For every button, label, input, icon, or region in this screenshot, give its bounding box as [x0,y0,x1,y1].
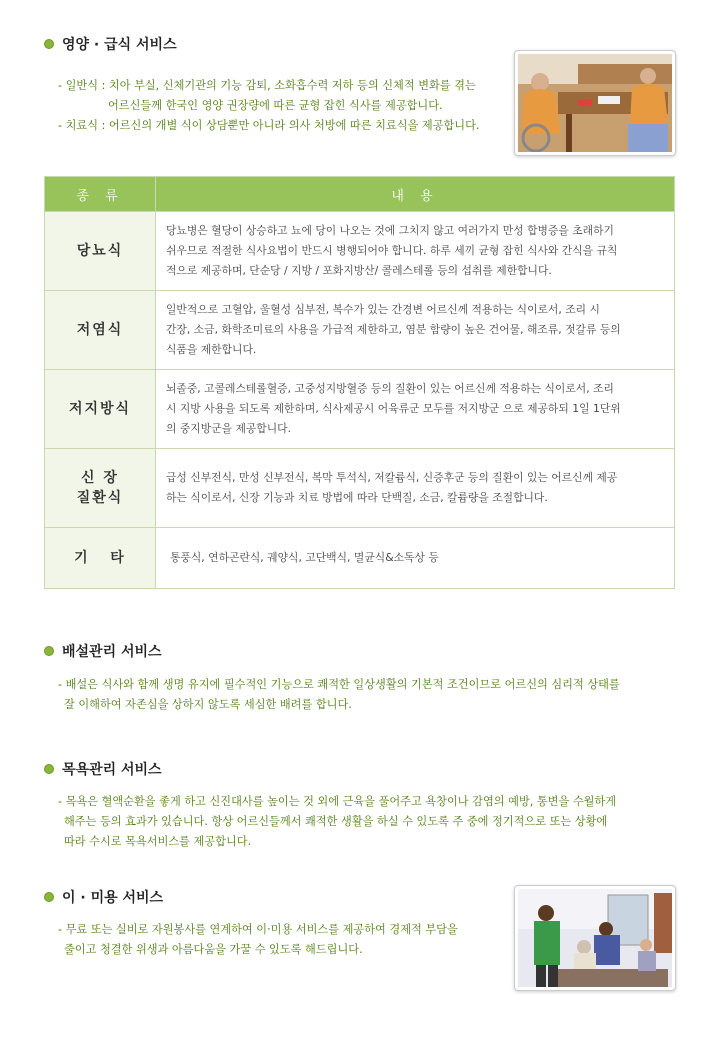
excretion-line: - 배설은 식사와 함께 생명 유지에 필수적인 기능으로 쾌적한 일상생활의 기본적 조건이므로 어르신의 심리적 상태를 [58,678,620,691]
type-line: 신 장 [81,470,119,486]
nutrition-line: - 치료식 : 어르신의 개별 식이 상담뿐만 아니라 의사 처방에 따른 치료식을 제공합니다. [58,119,480,132]
table-header-row [45,177,675,212]
type-cell: 저지방식 [45,370,156,449]
content-line: 급성 신부전식, 만성 신부전식, 복막 투석식, 저칼륨식, 신증후군 등의 질환이 있는 어르신께 제공 [166,471,618,484]
bullet-icon [44,892,54,902]
table-row [45,291,675,370]
nutrition-line: 어르신들께 한국인 영양 권장량에 따른 균형 잡힌 식사를 제공합니다. [108,99,443,112]
content-line: 일반적으로 고혈압, 울혈성 심부전, 복수가 있는 간경변 어르신께 적용하는 식이로서, 조리 시 [166,303,600,316]
bullet-icon [44,764,54,774]
table-row [45,528,675,589]
content-line: 적으로 제공하며, 단순당 / 지방 / 포화지방산/ 콜레스테롤 등의 섭취를 제한합니다. [166,264,552,277]
bullet-icon [44,646,54,656]
content-line: 식품을 제한합니다. [166,343,257,356]
bullet-icon [44,39,54,49]
type-cell: 기 타 [45,528,156,589]
content-line: 당뇨병은 혈당이 상승하고 뇨에 당이 나오는 것에 그치지 않고 여러가지 만성 합병증을 초래하기 [166,224,614,237]
beauty-section-title [44,887,163,907]
excretion-section-title [44,641,162,661]
diet-table [44,176,675,589]
content-line: 의 중지방군을 제공합니다. [166,422,292,435]
content-cell [156,528,675,589]
nutrition-section-title [44,34,177,54]
content-cell [156,370,675,449]
bathing-line: 따라 수시로 목욕서비스를 제공합니다. [64,835,252,848]
dining-photo [514,50,676,156]
excretion-title: 배설관리 서비스 [62,644,162,660]
bathing-title: 목욕관리 서비스 [62,762,162,778]
bathing-line: 해주는 등의 효과가 있습니다. 항상 어르신들께서 쾌적한 생활을 하실 수 있도록 주 중에 정기적으로 또는 상황에 [64,815,608,828]
beauty-title: 이 · 미용 서비스 [62,890,164,906]
dining-photo-illustration [518,54,672,152]
content-line: 간장, 소금, 화학조미료의 사용을 가급적 제한하고, 염분 함량이 높은 건어물, 해조류, 젓갈류 등의 [166,323,621,336]
content-cell [156,449,675,528]
content-cell [156,291,675,370]
type-cell: 당뇨식 [45,212,156,291]
table-row [45,449,675,528]
content-line: 시 지방 사용을 되도록 제한하며, 식사제공시 어육류군 모두를 저지방군 으로 제공하되 1일 1단위 [166,402,621,415]
content-line: 뇌졸중, 고콜레스테롤혈증, 고중성지방혈증 등의 질환이 있는 어르신께 적용하는 식이로서, 조리 [166,382,614,395]
beauty-photo [514,885,676,991]
excretion-description [58,675,620,715]
content-line: 통풍식, 연하곤란식, 궤양식, 고단백식, 멸균식&소독상 등 [170,551,439,564]
nutrition-description [58,76,479,136]
type-cell: 저염식 [45,291,156,370]
beauty-photo-illustration [518,889,672,987]
excretion-line: 잘 이해하여 자존심을 상하지 않도록 세심한 배려를 합니다. [64,698,352,711]
nutrition-line: - 일반식 : 치아 부실, 신체기관의 기능 감퇴, 소화흡수력 저하 등의 신체적 변화를 겪는 [58,79,476,92]
table-row [45,370,675,449]
header-type: 종 류 [45,177,156,212]
bathing-description [58,792,616,852]
bathing-line: - 목욕은 혈액순환을 좋게 하고 신진대사를 높이는 것 외에 근육을 풀어주고 욕창이나 감염의 예방, 통변을 수월하게 [58,795,617,808]
bathing-section-title [44,759,162,779]
table-row [45,212,675,291]
content-line: 하는 식이로서, 신장 기능과 치료 방법에 따라 단백질, 소금, 칼륨량을 조절합니다. [166,491,548,504]
nutrition-title: 영양 · 급식 서비스 [62,37,177,53]
type-line: 질환식 [76,490,124,506]
type-cell [45,449,156,528]
beauty-line: 줄이고 청결한 위생과 아름다움을 가꿀 수 있도록 해드립니다. [64,943,363,956]
content-cell [156,212,675,291]
beauty-description [58,920,458,960]
content-line: 쉬우므로 적절한 식사요법이 반드시 병행되어야 합니다. 하루 세끼 균형 잡힌 식사와 간식을 규칙 [166,244,618,257]
beauty-line: - 무료 또는 실비로 자원봉사를 연계하여 이·미용 서비스를 제공하여 경제적 부담을 [58,923,458,936]
header-content: 내 용 [156,177,675,212]
